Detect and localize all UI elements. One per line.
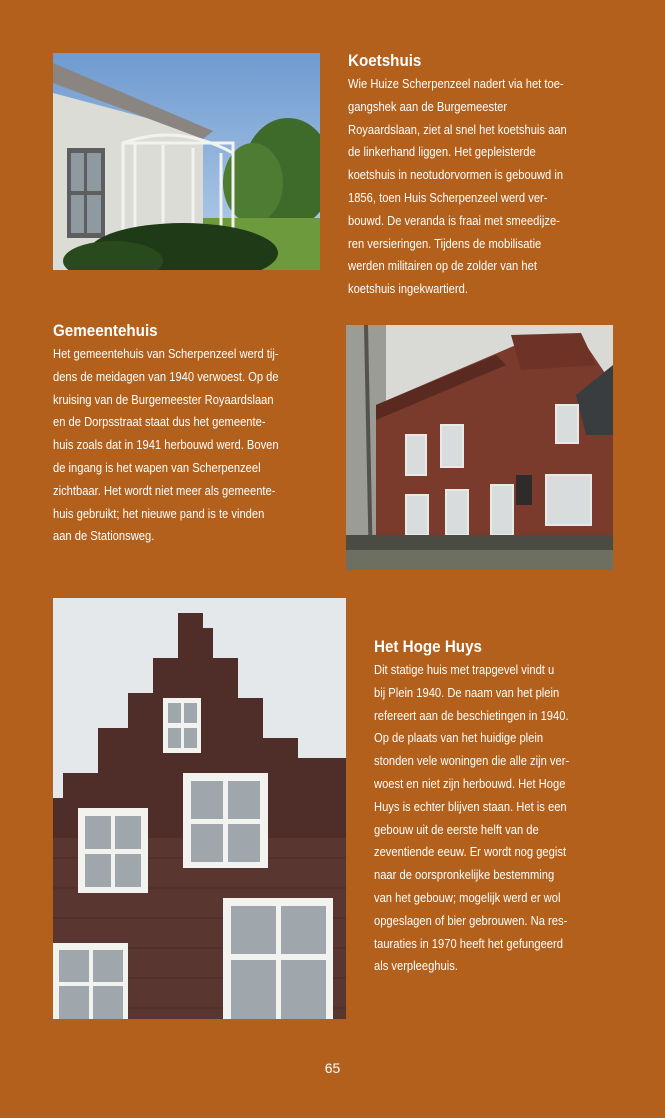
hoge-huys-line: woest en niet zijn herbouwd. Het Hoge: [374, 775, 566, 791]
hoge-huys-line: refereert aan de beschietingen in 1940.: [374, 707, 569, 723]
hoge-huys-line: Dit statige huis met trapgevel vindt u: [374, 662, 555, 677]
gemeentehuis-line: dens de meidagen van 1940 verwoest. Op de: [53, 368, 279, 384]
koetshuis-line: Wie Huize Scherpenzeel nadert via het toe-: [348, 76, 564, 91]
hoge-huys-line: tauraties in 1970 heeft het gefungeerd: [374, 935, 563, 951]
gemeentehuis-line: huis zoals dat in 1941 herbouwd werd. Boven: [53, 437, 279, 453]
hoge-huys-heading: Het Hoge Huys: [374, 638, 482, 656]
koetshuis-line: werden militairen op de zolder van het: [348, 258, 537, 274]
koetshuis-body: [348, 73, 618, 301]
hoge-huys-line: van het gebouw; mogelijk werd er wol: [374, 889, 561, 905]
hoge-huys-line: naar de oorspronkelijke bestemming: [374, 867, 555, 883]
hoge-huys-line: bij Plein 1940. De naam van het plein: [374, 684, 560, 700]
koetshuis-heading: Koetshuis: [348, 52, 422, 70]
hoge-huys-photo: [53, 598, 346, 1019]
gemeentehuis-body: [53, 343, 333, 548]
page-number: 65: [324, 1060, 341, 1076]
gemeentehuis-line: zichtbaar. Het wordt niet meer als gemeente-: [53, 482, 276, 498]
koetshuis-line: 1856, toen Huis Scherpenzeel werd ver-: [348, 189, 548, 205]
hoge-huys-body: [374, 659, 634, 978]
gemeentehuis-section: [53, 321, 333, 548]
hoge-huys-line: zeventiende eeuw. Er wordt nog gegist: [374, 844, 567, 860]
koetshuis-line: Royaardslaan, ziet al snel het koetshuis aan: [348, 121, 567, 137]
gemeentehuis-heading: Gemeentehuis: [53, 322, 158, 340]
gemeentehuis-line: en de Dorpsstraat staat dus het gemeente-: [53, 414, 266, 430]
koetshuis-line: de linkerhand liggen. Het gepleisterde: [348, 144, 536, 160]
hoge-huys-line: opgeslagen of bier gebrouwen. Na res-: [374, 912, 568, 928]
koetshuis-line: koetshuis in neotudorvormen is gebouwd in: [348, 167, 564, 183]
koetshuis-line: koetshuis ingekwartierd.: [348, 281, 468, 297]
gemeentehuis-line: de ingang is het wapen van Scherpenzeel: [53, 459, 261, 475]
koetshuis-line: gangshek aan de Burgemeester: [348, 98, 508, 114]
hoge-huys-line: Op de plaats van het huidige plein: [374, 730, 544, 746]
koetshuis-photo: [53, 53, 320, 270]
koetshuis-section: [348, 51, 618, 301]
koetshuis-line: ren versieringen. Tijdens de mobilisatie: [348, 235, 542, 251]
gemeentehuis-line: huis gebruikt; het nieuwe pand is te vinden: [53, 505, 265, 521]
hoge-huys-line: stonden vele woningen die alle zijn ver-: [374, 753, 570, 769]
gemeentehuis-line: kruising van de Burgemeester Royaardslaan: [53, 391, 274, 407]
gemeentehuis-photo: [346, 325, 613, 570]
koetshuis-line: bouwd. De veranda is fraai met smeedijze-: [348, 212, 560, 228]
hoge-huys-line: als verpleeghuis.: [374, 958, 458, 974]
hoge-huys-section: [374, 637, 634, 978]
hoge-huys-line: Huys is echter blijven staan. Het is een: [374, 798, 567, 814]
hoge-huys-line: gebouw uit de eerste helft van de: [374, 821, 539, 837]
gemeentehuis-line: aan de Stationsweg.: [53, 528, 155, 544]
gemeentehuis-line: Het gemeentehuis van Scherpenzeel werd tij-: [53, 346, 279, 361]
